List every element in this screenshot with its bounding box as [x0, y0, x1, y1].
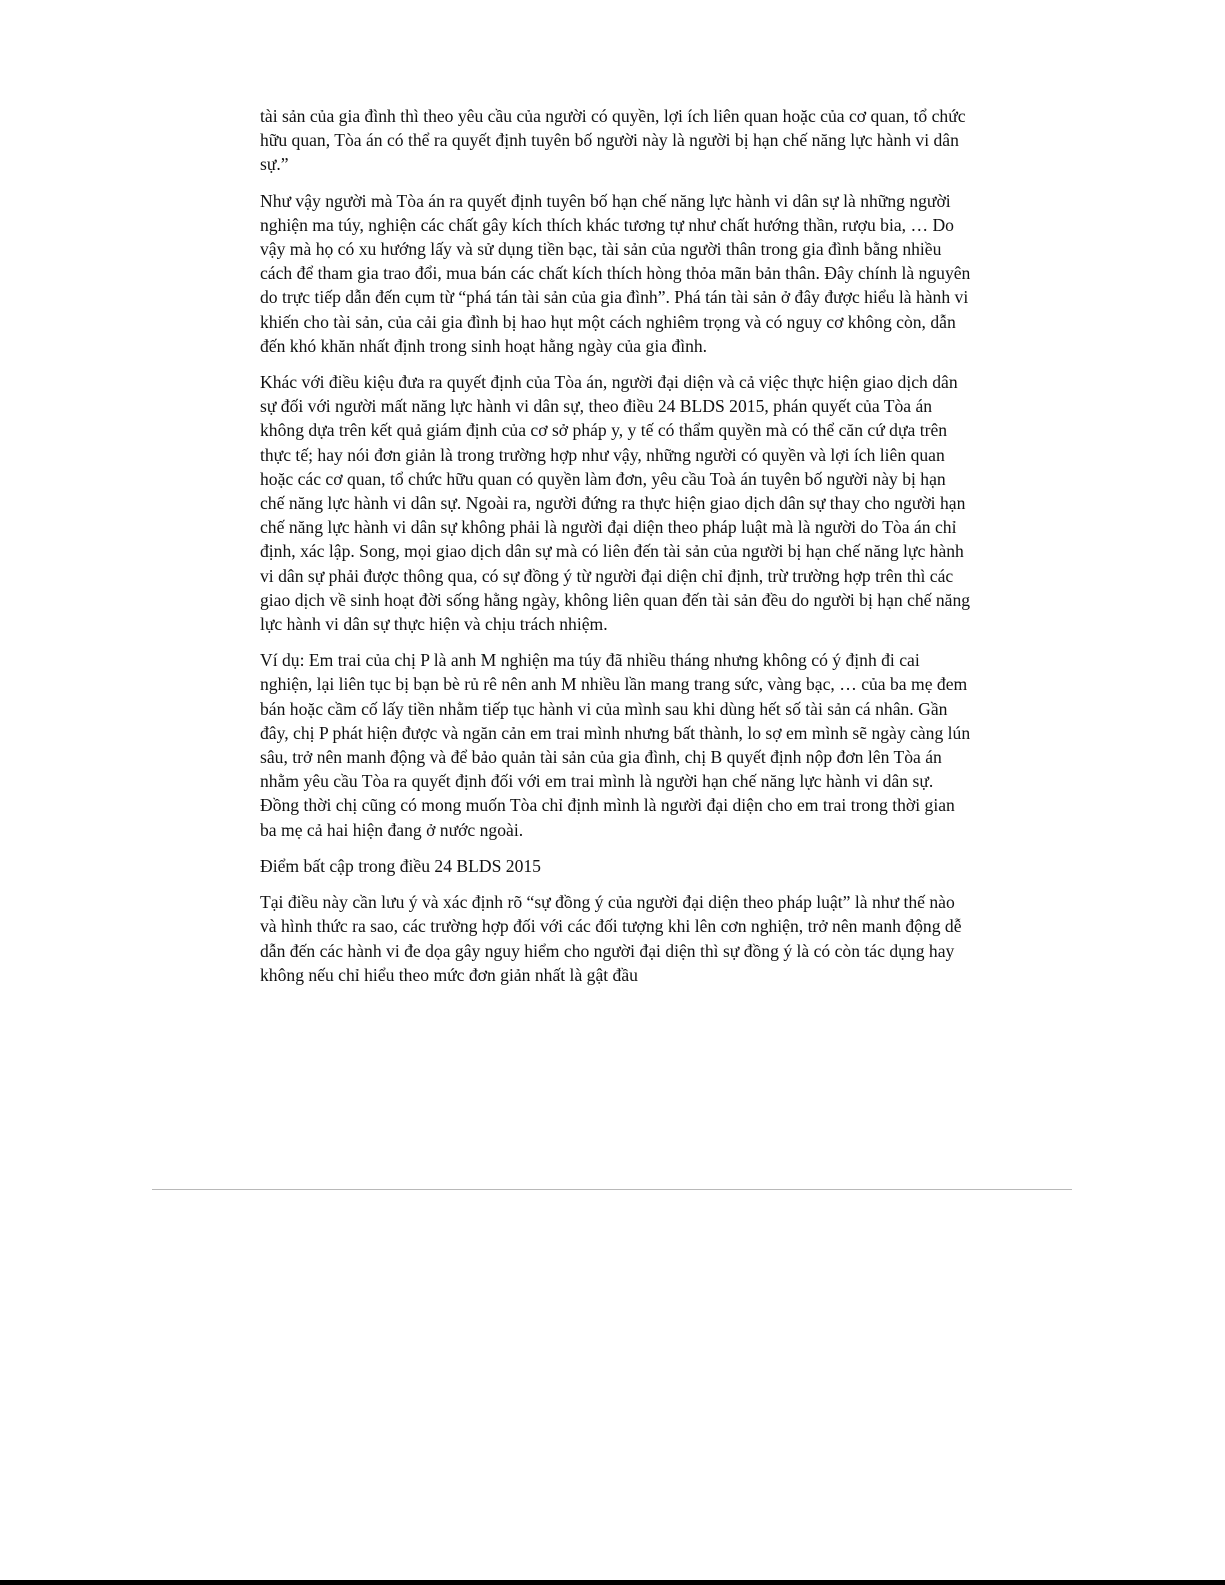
bottom-edge — [0, 1580, 1225, 1585]
paragraph-5: Tại điều này cần lưu ý và xác định rõ “sự đồng ý của người đại diện theo pháp luật” là như thế nào và hình thức ra sao, các trường hợp đối với các đối tượng khi lên cơn nghiện, trở nên manh động dễ dẫn đến các hành vi đe dọa gây nguy hiểm cho người đại diện thì sự đồng ý là có còn tác dụng hay không nếu chỉ hiểu theo mức đơn giản nhất là gật đầu — [260, 892, 962, 985]
page-divider — [152, 1189, 1072, 1190]
paragraph-2: Như vậy người mà Tòa án ra quyết định tuyên bố hạn chế năng lực hành vi dân sự là những người nghiện ma túy, nghiện các chất gây kích thích khác tương tự như chất hướng thần, rượu bia, … Do vậy mà họ có xu hướng lấy và sử dụng tiền bạc, tài sản của người thân trong gia đình bằng nhiều cách để tham gia trao đổi, mua bán các chất kích thích hòng thỏa mãn bản thân. Đây chính là nguyên do trực tiếp dẫn đến cụm từ “phá tán tài sản của gia đình”. Phá tán tài sản ở đây được hiểu là hành vi khiến cho tài sản, của cải gia đình bị hao hụt một cách nghiêm trọng và có nguy cơ không còn, dẫn đến khó khăn nhất định trong sinh hoạt hằng ngày của gia đình. — [260, 190, 971, 356]
paragraph-4: Ví dụ: Em trai của chị P là anh M nghiện ma túy đã nhiều tháng nhưng không có ý định đi cai nghiện, lại liên tục bị bạn bè rủ rê nên anh M nhiều lần mang trang sức, vàng bạc, … của ba mẹ đem bán hoặc cầm cố lấy tiền nhằm tiếp tục hành vi của mình sau khi dùng hết số tài sản cá nhân. Gần đây, chị P phát hiện được và ngăn cản em trai mình nhưng bất thành, lo sợ em mình sẽ ngày càng lún sâu, trở nên manh động và để bảo quản tài sản của gia đình, chị B quyết định nộp đơn lên Tòa án nhằm yêu cầu Tòa ra quyết định đối với em trai mình là người hạn chế năng lực hành vi dân sự. Đồng thời chị cũng có mong muốn Tòa chỉ định mình là người đại diện cho em trai trong thời gian ba mẹ cả hai hiện đang ở nước ngoài. — [260, 650, 971, 840]
paragraph-1: tài sản của gia đình thì theo yêu cầu của người có quyền, lợi ích liên quan hoặc của cơ quan, tổ chức hữu quan, Tòa án có thể ra quyết định tuyên bố người này là người bị hạn chế năng lực hành vi dân sự.” — [260, 106, 966, 175]
document-body — [260, 104, 972, 999]
paragraph-3: Khác với điều kiệu đưa ra quyết định của Tòa án, người đại diện và cả việc thực hiện giao dịch dân sự đối với người mất năng lực hành vi dân sự, theo điều 24 BLDS 2015, phán quyết của Tòa án không dựa trên kết quả giám định của cơ sở pháp y, y tế có thẩm quyền mà có thể căn cứ dựa trên thực tế; hay nói đơn giản là trong trường hợp như vậy, những người có quyền và lợi ích liên quan hoặc các cơ quan, tổ chức hữu quan có quyền làm đơn, yêu cầu Toà án tuyên bố người này bị hạn chế năng lực hành vi dân sự. Ngoài ra, người đứng ra thực hiện giao dịch dân sự thay cho người hạn chế năng lực hành vi dân sự không phải là người đại diện theo pháp luật mà là người do Tòa án chỉ định, xác lập. Song, mọi giao dịch dân sự mà có liên đến tài sản của người bị hạn chế năng lực hành vi dân sự phải được thông qua, có sự đồng ý từ người đại diện chỉ định, trừ trường hợp trên thì các giao dịch về sinh hoạt đời sống hằng ngày, không liên quan đến tài sản đều do người bị hạn chế năng lực hành vi dân sự thực hiện và chịu trách nhiệm. — [260, 372, 971, 635]
section-heading: Điểm bất cập trong điều 24 BLDS 2015 — [260, 855, 541, 876]
